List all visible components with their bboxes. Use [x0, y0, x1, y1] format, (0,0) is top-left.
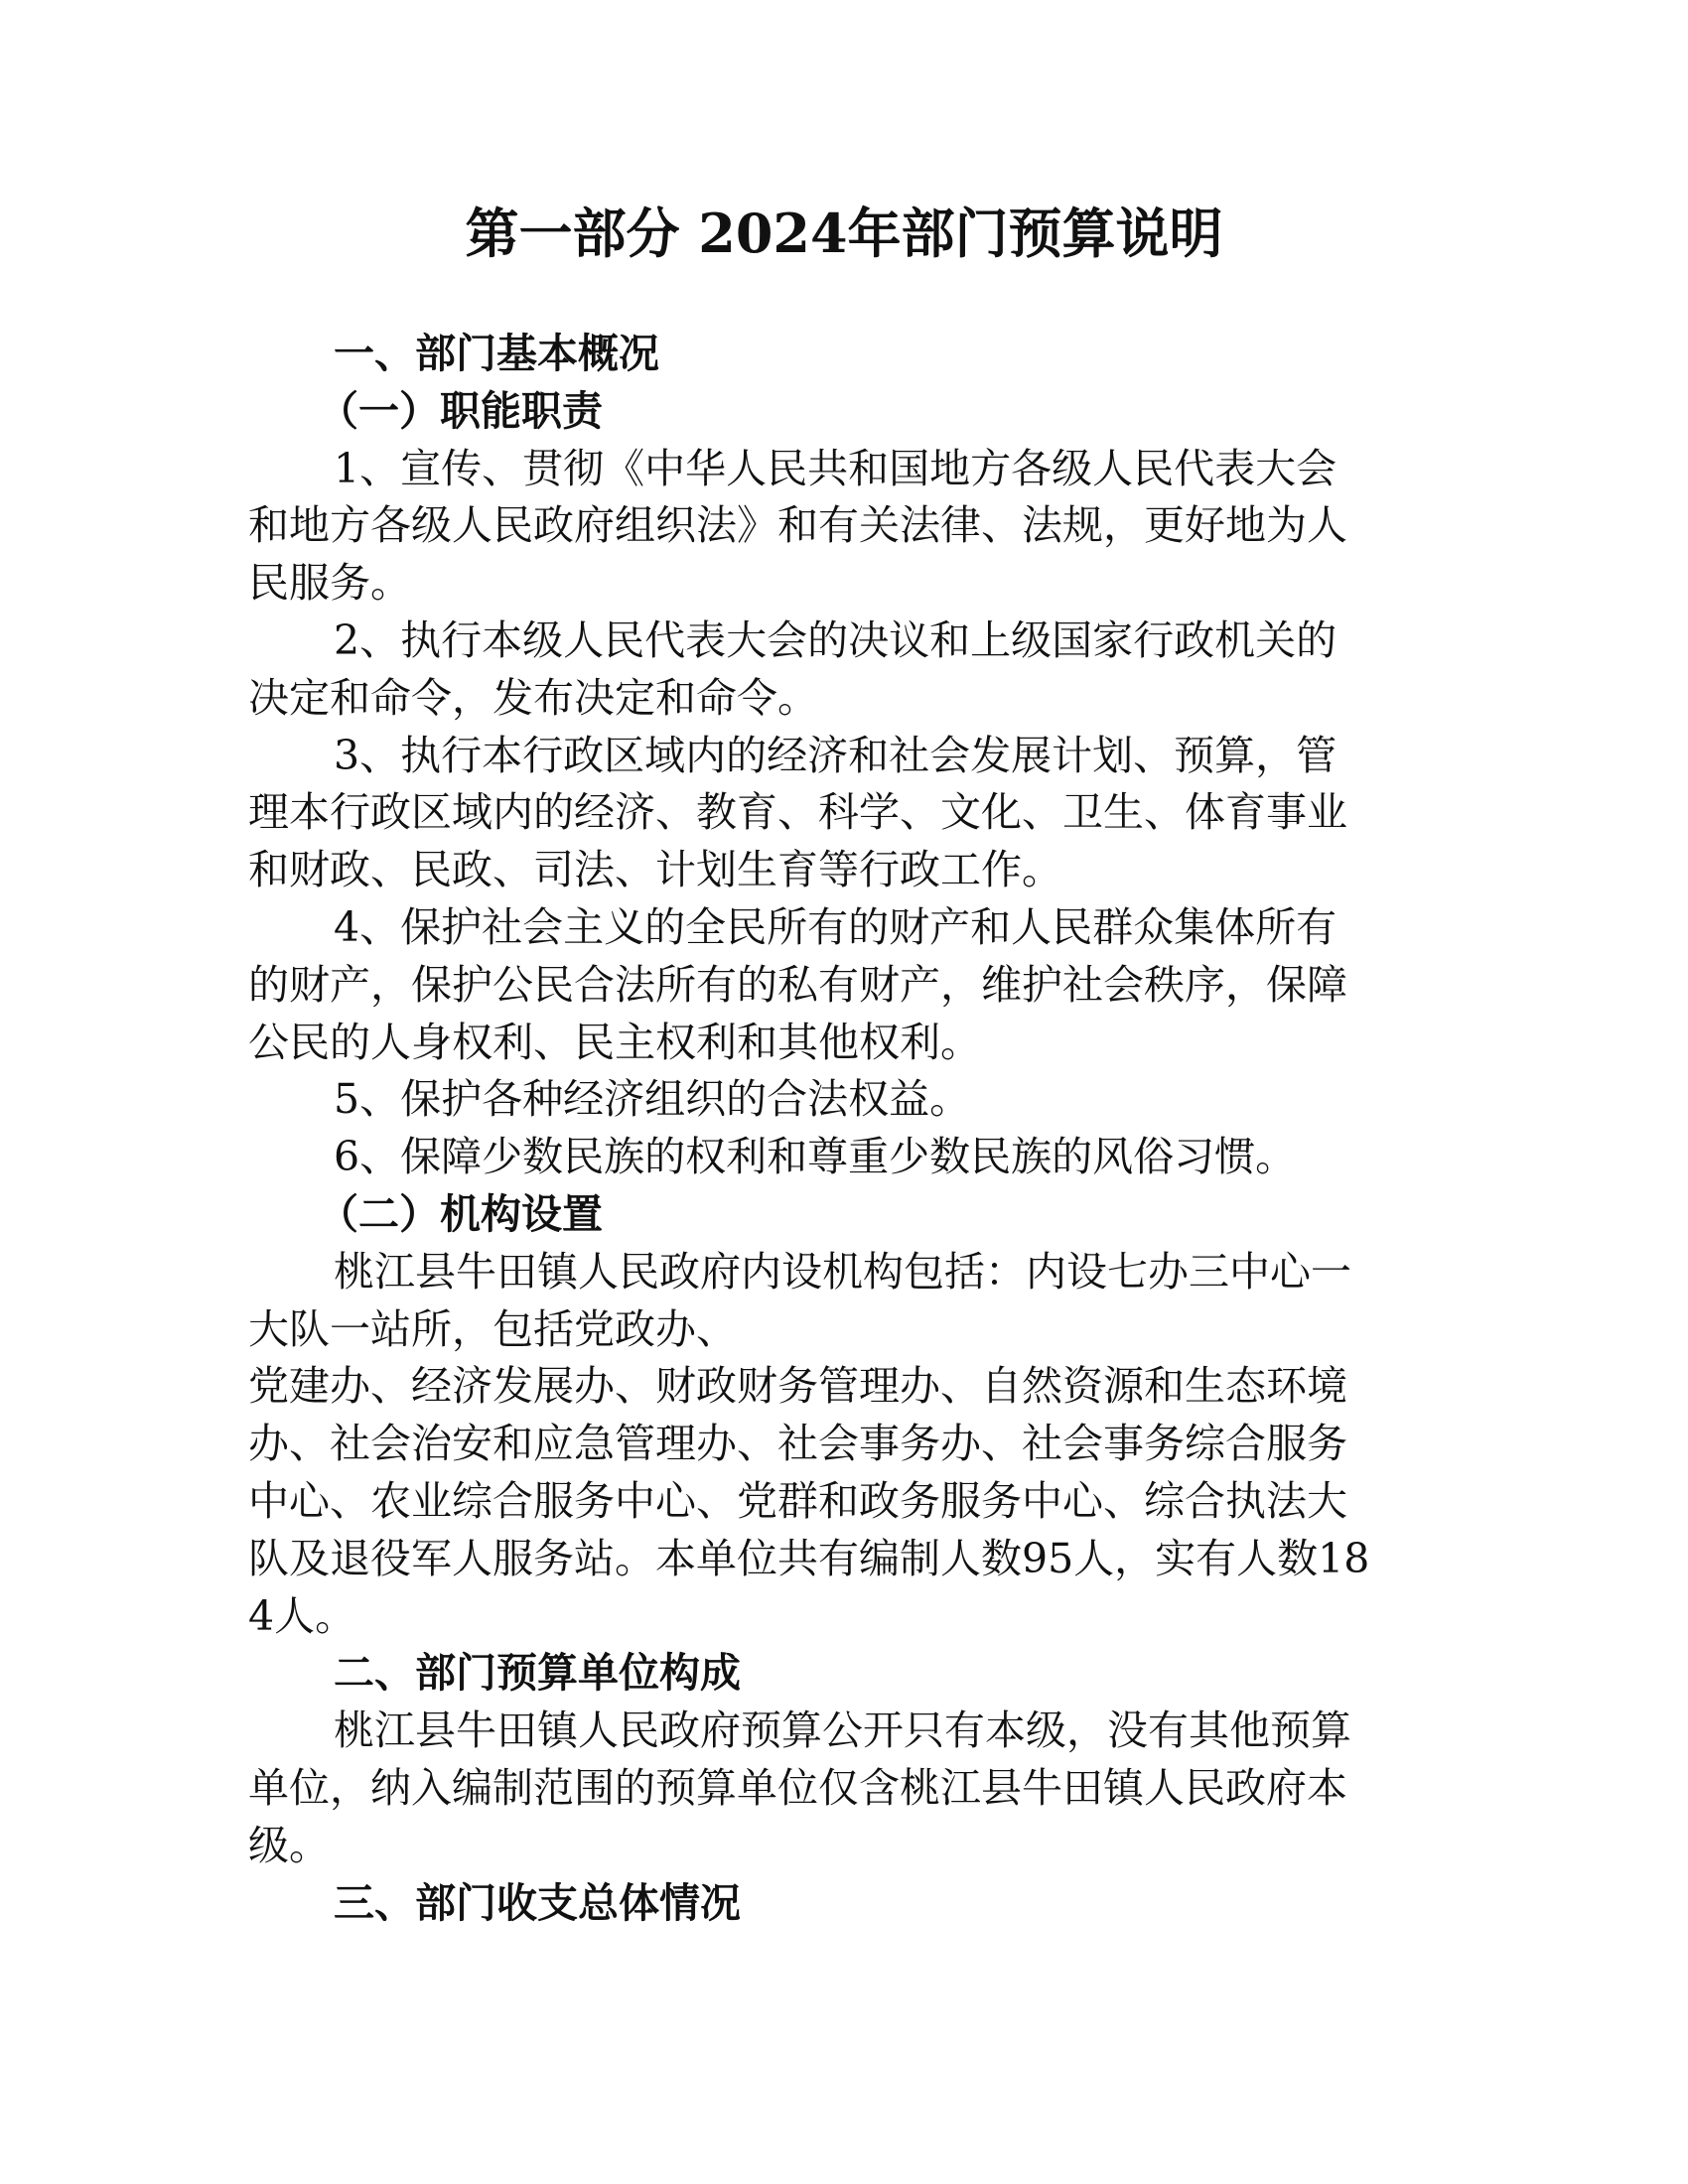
- document-title: 第一部分 2024年部门预算说明: [465, 202, 1223, 265]
- paragraph-line: 党建办、经济发展办、财政财务管理办、自然资源和生态环境: [248, 1362, 1347, 1411]
- paragraph-line: 民服务。: [248, 559, 411, 608]
- section-heading: 三、部门收支总体情况: [334, 1878, 741, 1927]
- paragraph-line: 5、保护各种经济组织的合法权益。: [334, 1075, 971, 1124]
- paragraph-line: 6、保障少数民族的权利和尊重少数民族的风俗习惯。: [334, 1133, 1297, 1181]
- paragraph-line: 的财产，保护公民合法所有的私有财产，维护社会秩序，保障: [248, 960, 1347, 1009]
- paragraph-line: 中心、农业综合服务中心、党群和政务服务中心、综合执法大: [248, 1476, 1347, 1525]
- paragraph-line: 级。: [248, 1821, 330, 1869]
- document-body: [248, 326, 1435, 1932]
- paragraph-line: 决定和命令，发布决定和命令。: [248, 673, 818, 722]
- paragraph-line: 队及退役军人服务站。本单位共有编制人数95人，实有人数18: [248, 1534, 1370, 1582]
- section-heading: （一）职能职责: [318, 386, 603, 435]
- paragraph-line: 单位，纳入编制范围的预算单位仅含桃江县牛田镇人民政府本: [248, 1763, 1347, 1812]
- section-heading: 二、部门预算单位构成: [334, 1649, 741, 1698]
- paragraph-line: 和地方各级人民政府组织法》和有关法律、法规，更好地为人: [248, 501, 1347, 550]
- paragraph-line: 1、宣传、贯彻《中华人民共和国地方各级人民代表大会: [334, 444, 1337, 492]
- paragraph-line: 大队一站所，包括党政办、: [248, 1304, 737, 1353]
- section-heading: （二）机构设置: [318, 1189, 603, 1238]
- paragraph-line: 办、社会治安和应急管理办、社会事务办、社会事务综合服务: [248, 1420, 1347, 1468]
- paragraph-line: 桃江县牛田镇人民政府预算公开只有本级，没有其他预算: [334, 1706, 1351, 1755]
- paragraph-line: 理本行政区域内的经济、教育、科学、文化、卫生、体育事业: [248, 788, 1347, 837]
- paragraph-line: 4、保护社会主义的全民所有的财产和人民群众集体所有: [334, 902, 1337, 951]
- paragraph-line: 和财政、民政、司法、计划生育等行政工作。: [248, 846, 1062, 894]
- paragraph-line: 桃江县牛田镇人民政府内设机构包括：内设七办三中心一: [334, 1247, 1351, 1296]
- paragraph-line: 公民的人身权利、民主权利和其他权利。: [248, 1018, 981, 1066]
- paragraph-line: 2、执行本级人民代表大会的决议和上级国家行政机关的: [334, 615, 1337, 664]
- paragraph-line: 3、执行本行政区域内的经济和社会发展计划、预算，管: [334, 731, 1337, 779]
- paragraph-line: 4人。: [248, 1591, 356, 1640]
- section-heading: 一、部门基本概况: [334, 330, 659, 377]
